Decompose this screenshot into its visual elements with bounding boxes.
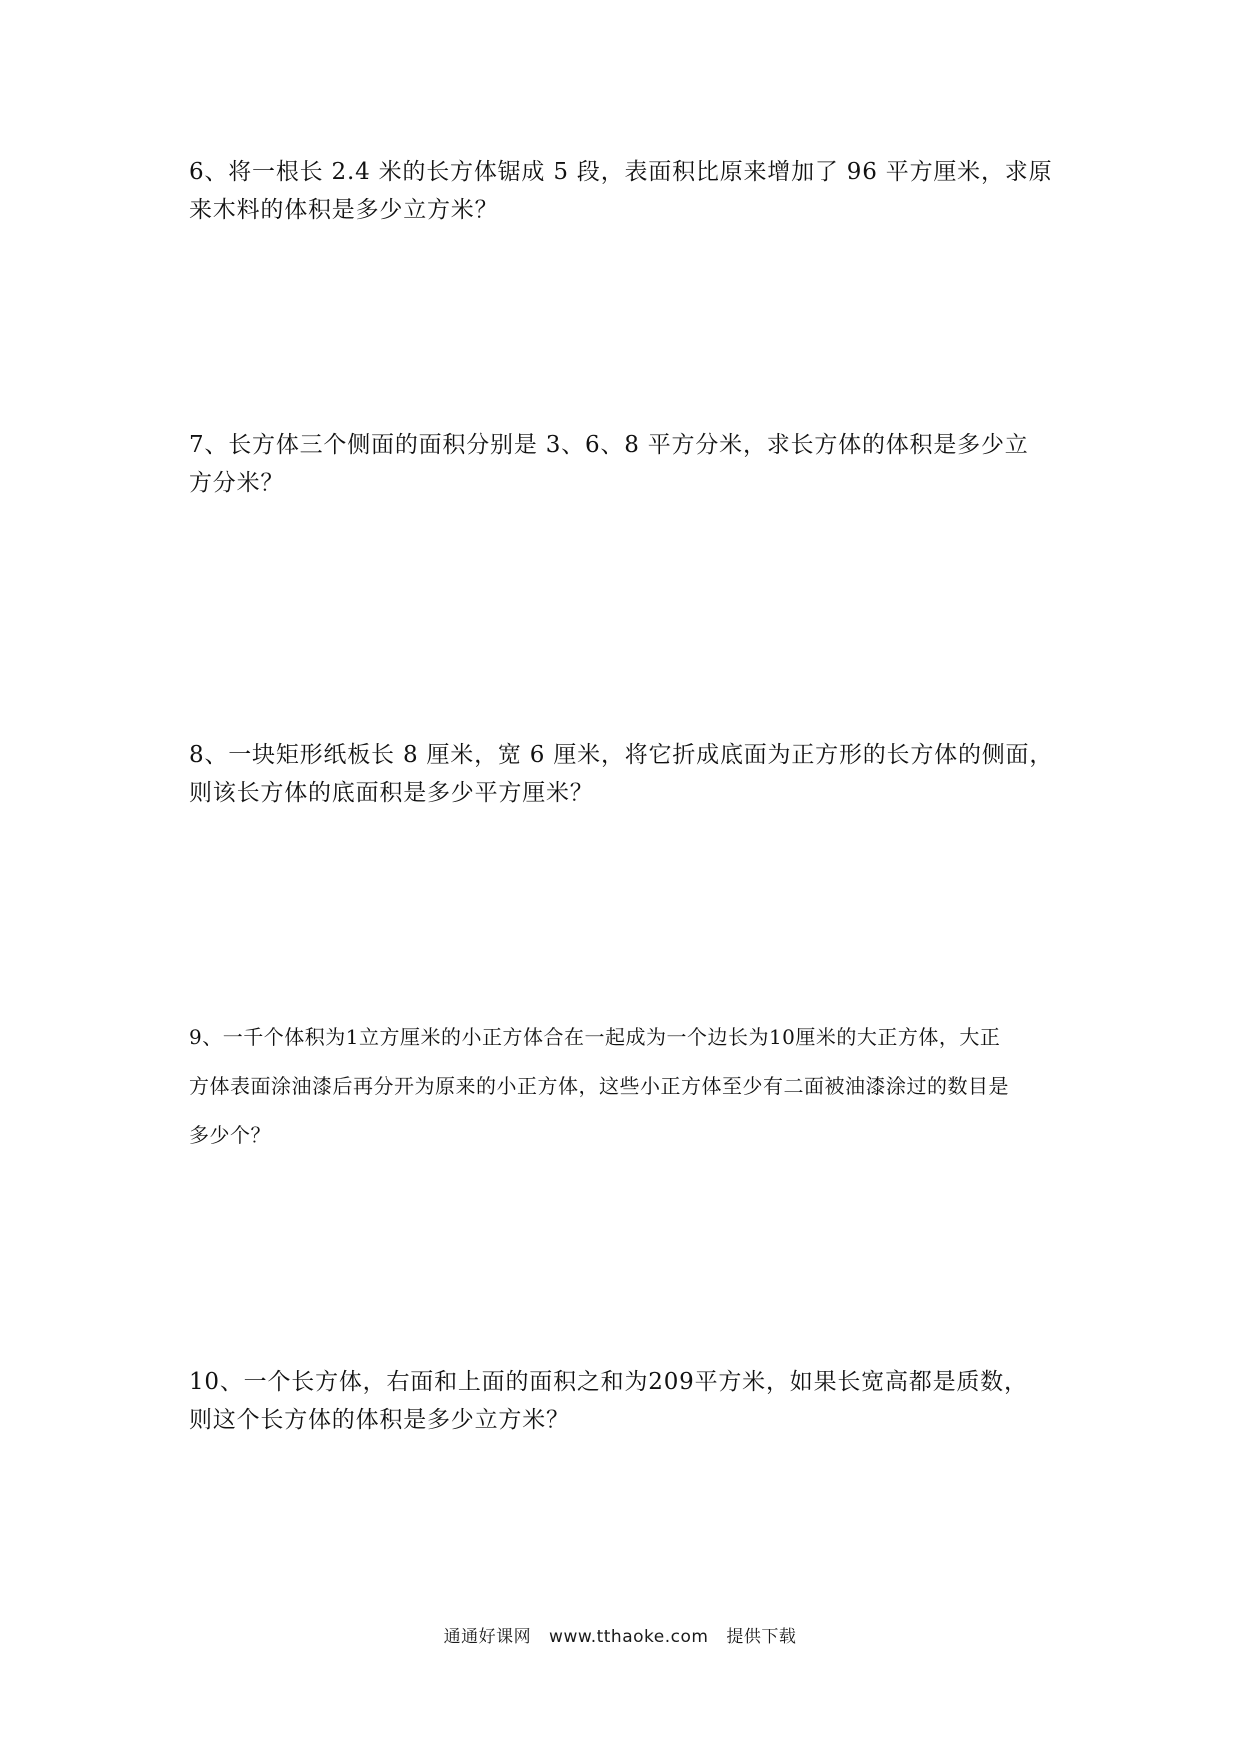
question-9-line-2: 方体表面涂油漆后再分开为原来的小正方体，这些小正方体至少有二面被油漆涂过的数目是 (189, 1074, 1009, 1098)
footer-note: 提供下载 (726, 1627, 797, 1647)
footer-site-name: 通通好课网 (443, 1627, 532, 1647)
question-10 (189, 1363, 1059, 1439)
question-8 (189, 736, 1059, 812)
question-9 (189, 1013, 1059, 1160)
question-8-line-2: 则该长方体的底面积是多少平方厘米？ (189, 780, 594, 806)
question-6 (189, 153, 1059, 229)
footer-url: www.tthaoke.com (549, 1627, 709, 1647)
question-7-line-2: 方分米？ (189, 470, 285, 496)
question-6-line-2: 来木料的体积是多少立方米？ (189, 197, 499, 223)
question-7 (189, 426, 1059, 502)
question-10-line-2: 则这个长方体的体积是多少立方米？ (189, 1407, 570, 1433)
question-8-line-1: 8、一块矩形纸板长 8 厘米，宽 6 厘米，将它折成底面为正方形的长方体的侧面， (189, 742, 1054, 768)
question-9-line-3: 多少个？ (189, 1123, 271, 1147)
question-6-line-1: 6、将一根长 2.4 米的长方体锯成 5 段，表面积比原来增加了 96 平方厘米，求原 (189, 159, 1053, 185)
question-7-line-1: 7、长方体三个侧面的面积分别是 3、6、8 平方分米，求长方体的体积是多少立 (189, 432, 1029, 458)
page-footer (0, 1625, 1240, 1649)
question-9-line-1: 9、一千个体积为1立方厘米的小正方体合在一起成为一个边长为10厘米的大正方体，大正 (189, 1025, 1001, 1049)
question-10-line-1: 10、一个长方体，右面和上面的面积之和为209平方米，如果长宽高都是质数， (189, 1369, 1028, 1395)
